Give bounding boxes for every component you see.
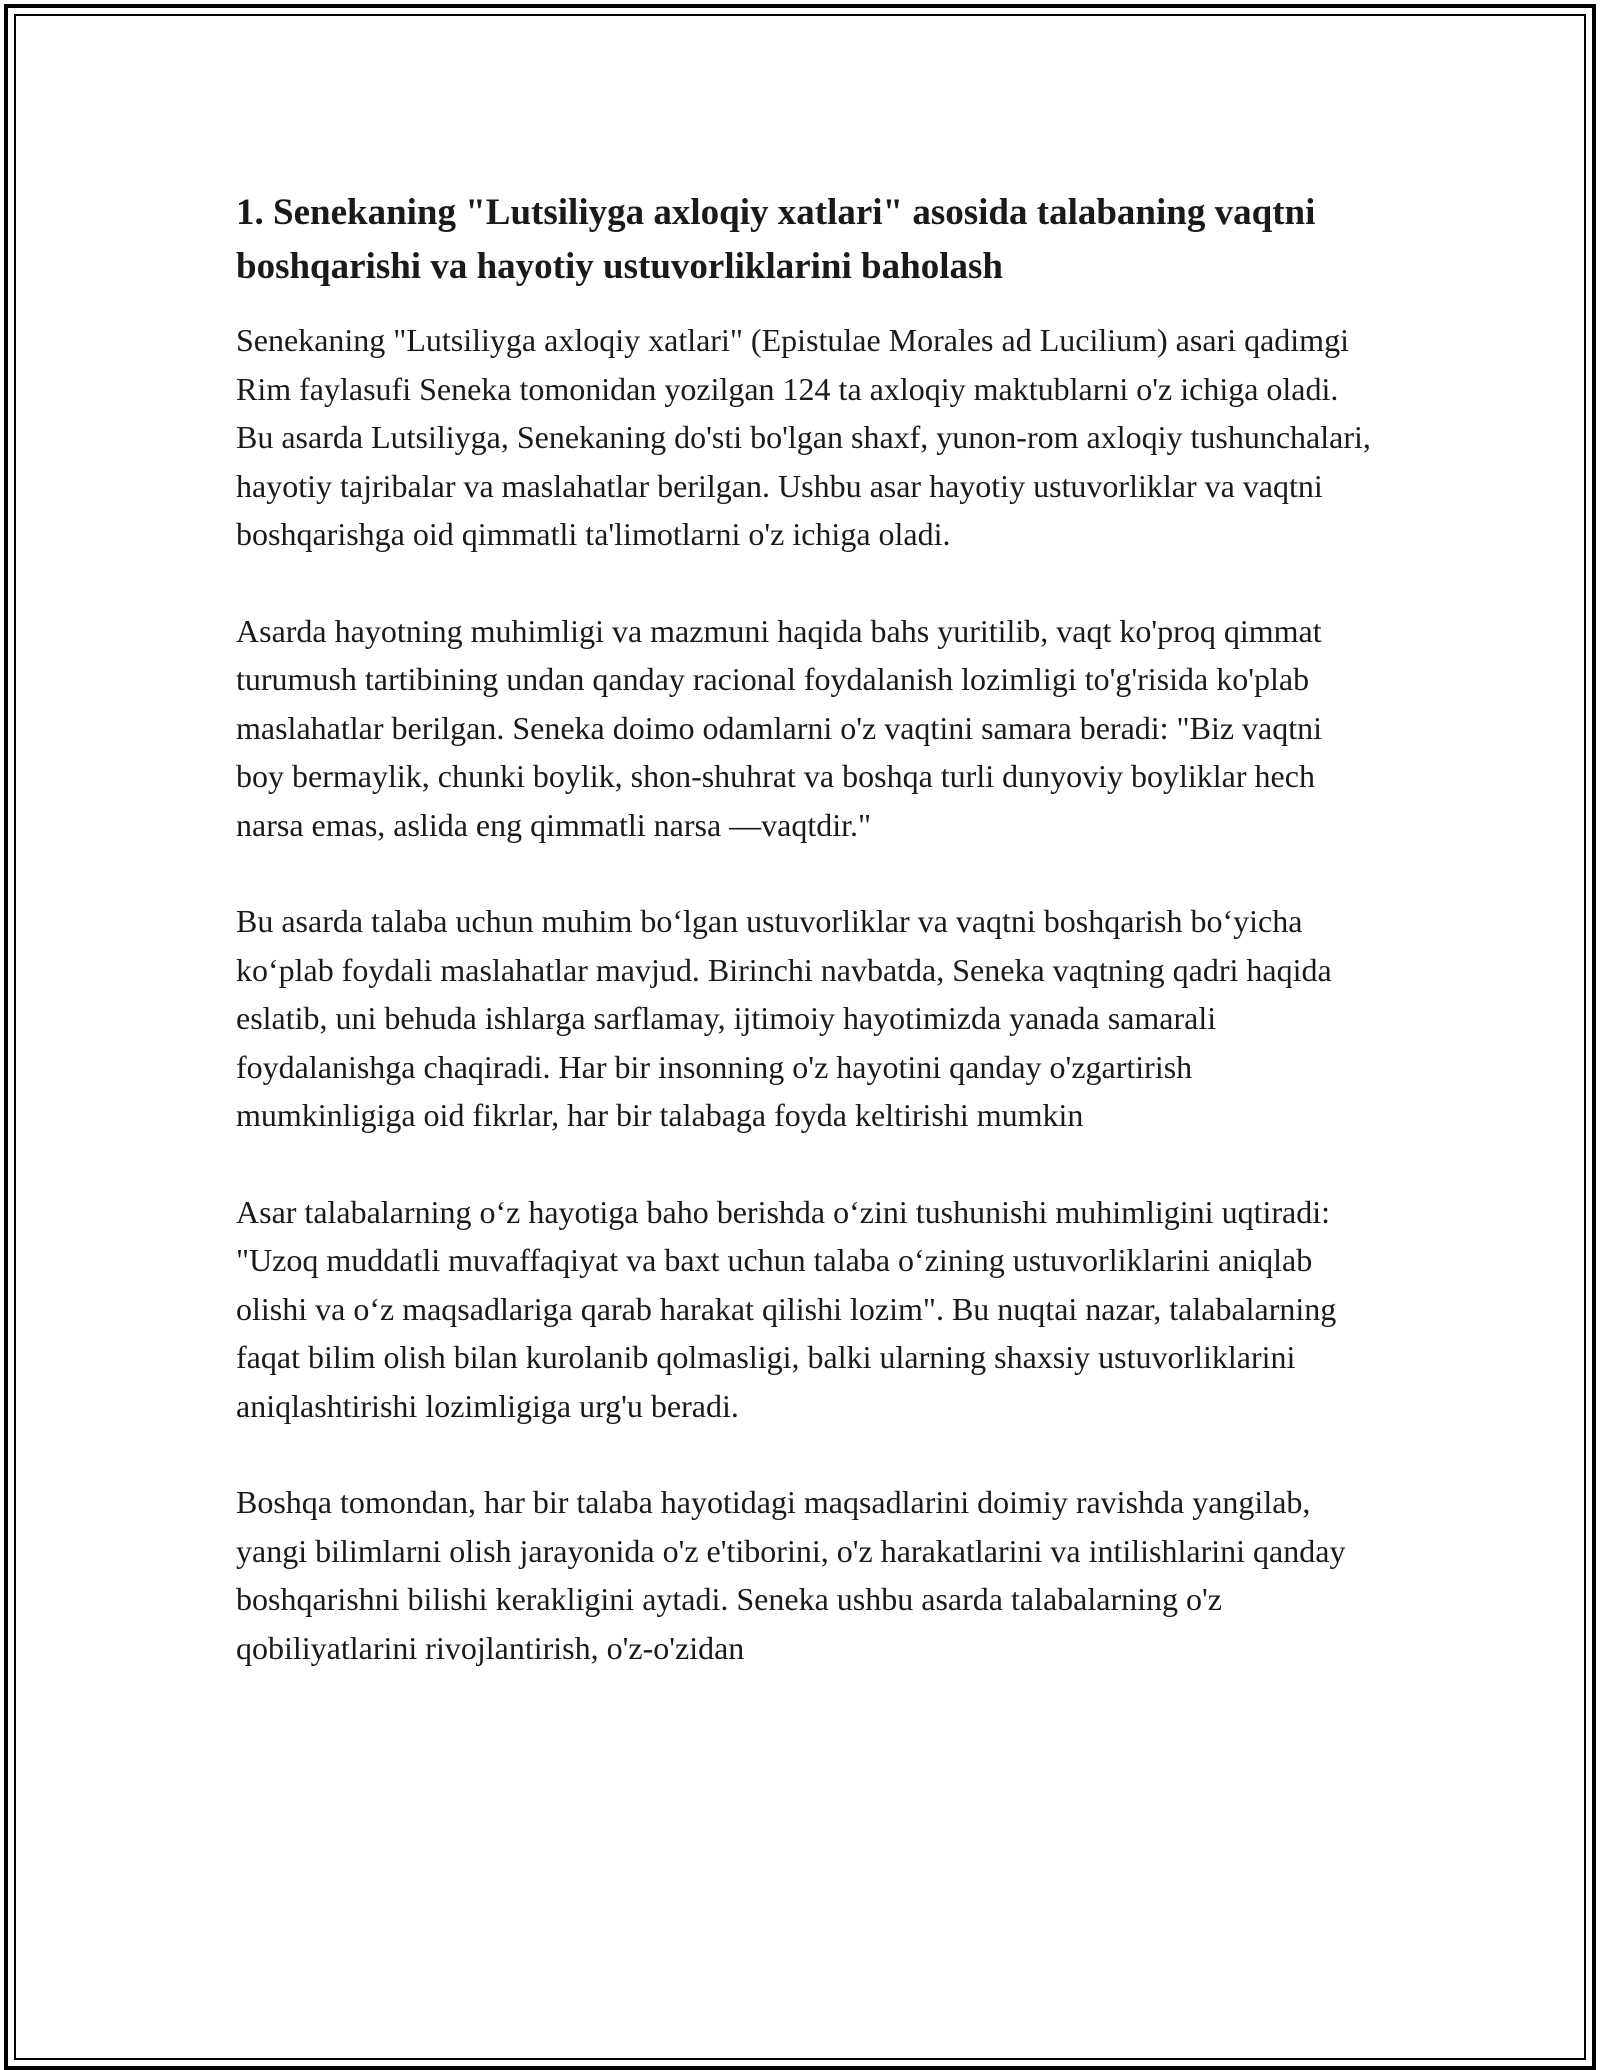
paragraph-3: Bu asarda talaba uchun muhim boʻlgan ustuvorliklar va vaqtni boshqarish boʻyicha koʻplab foydali maslahatlar mavjud. Birinchi navbatda, Seneka vaqtning qadri haqida eslatib, uni behuda ishlarga sarflamay, ijtimoiy hayotimizda yanada samarali foydalanishga chaqiradi. Har bir insonning o'z hayotini qanday o'zgartirish mumkinligiga oid fikrlar, har bir talabaga foyda keltirishi mumkin <box>236 903 1332 1133</box>
paragraph-5: Boshqa tomondan, har bir talaba hayotidagi maqsadlarini doimiy ravishda yangilab, yangi bilimlarni olish jarayonida o'z e'tiborini, o'z harakatlarini va intilishlarini qanday boshqarishni bilishi kerakligini aytadi. Seneka ushbu asarda talabalarning o'z qobiliyatlarini rivojlantirish, o'z-o'zidan <box>236 1484 1346 1666</box>
document-body <box>236 186 1372 1720</box>
paragraph-4: Asar talabalarning oʻz hayotiga baho berishda oʻzini tushunishi muhimligini uqtiradi: "Uzoq muddatli muvaffaqiyat va baxt uchun talaba oʻzining ustuvorliklarini aniqlab olishi va oʻz maqsadlariga qarab harakat qilishi lozim". Bu nuqtai nazar, talabalarning faqat bilim olish bilan kurolanib qolmasligi, balki ularning shaxsiy ustuvorliklarini aniqlashtirishi lozimligiga urg'u beradi. <box>236 1193 1337 1424</box>
section-heading: 1. Senekaning "Lutsiliyga axloqiy xatlari" asosida talabaning vaqtni boshqarishi va hayotiy ustuvorliklarini baholash <box>236 192 1316 287</box>
paragraph-1: Senekaning "Lutsiliyga axloqiy xatlari" (Epistulae Morales ad Lucilium) asari qadimgi Rim faylasufi Seneka tomonidan yozilgan 124 ta axloqiy maktublarni o'z ichiga oladi. Bu asarda Lutsiliyga, Senekaning do'sti bo'lgan shaxf, yunon-rom axloqiy tushunchalari, hayotiy tajribalar va maslahatlar berilgan. Ushbu asar hayotiy ustuvorliklar va vaqtni boshqarishga oid qimmatli ta'limotlarni o'z ichiga oladi. <box>236 322 1371 552</box>
paragraph-2: Asarda hayotning muhimligi va mazmuni haqida bahs yuritilib, vaqt ko'proq qimmat turumush tartibining undan qanday racional foydalanish lozimligi to'g'risida ko'plab maslahatlar berilgan. Seneka doimo odamlarni o'z vaqtini samara beradi: "Biz vaqtni boy bermaylik, chunki boylik, shon-shuhrat va boshqa turli dunyoviy boyliklar hech narsa emas, aslida eng qimmatli narsa —vaqtdir." <box>236 612 1323 843</box>
